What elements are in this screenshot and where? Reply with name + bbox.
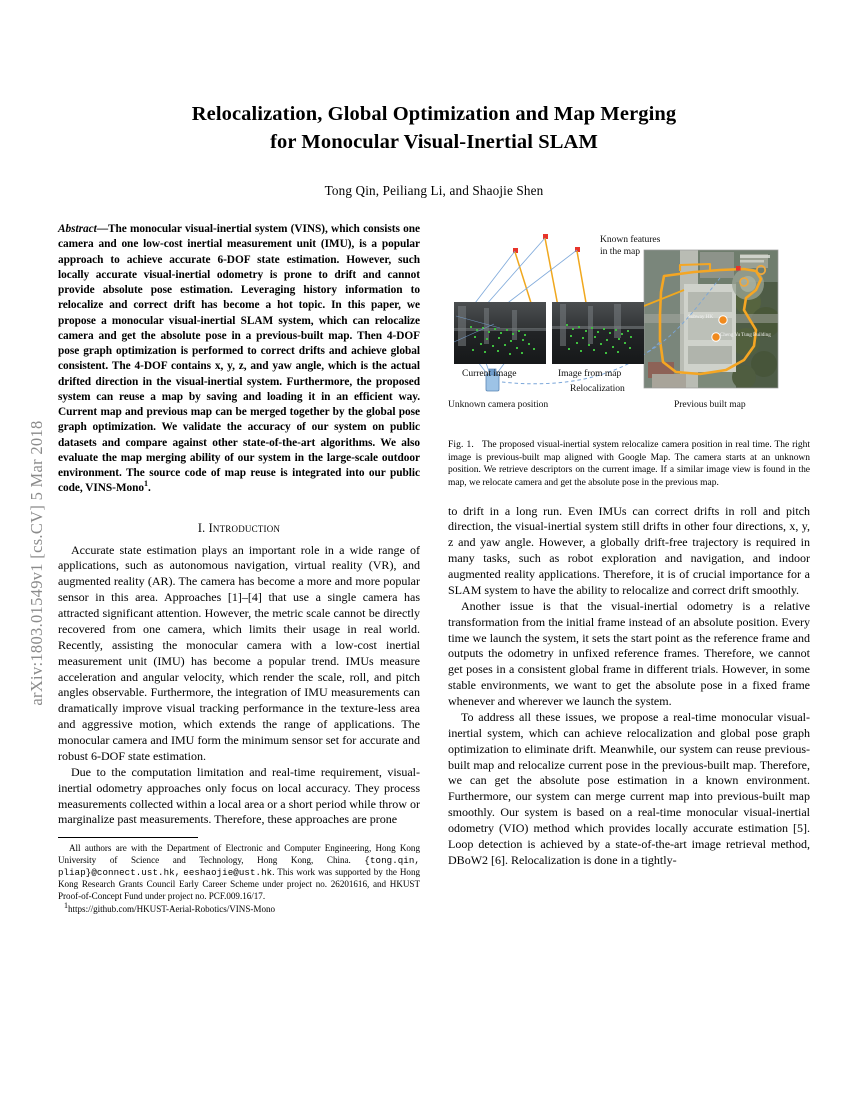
right-column: [448, 222, 810, 916]
footnote-block: [58, 843, 420, 915]
abstract-text: The monocular visual-inertial system (VINS), which consists one camera and one low-cost inertial measurement unit (IMU), is a popular approach to achieve accurate 6-DOF state estimation. However, such locally accurate visual-inertial odometry is prone to drift and cannot provide absolute pose estimation. Leveraging history information to relocalize and correct drift has become a hot topic. In this paper, we propose a monocular visual-inertial SLAM system, which can relocalize camera and get the absolute pose in a previous-built map. Then 4-DOF pose graph optimization is performed to correct drifts and achieve global consistent. The 4-DOF contains x, y, z, and yaw angle, which is the actual drifted direction in the visual-inertial system. Furthermore, the proposed system can reuse a map by saving and loading it in an efficient way. Current map and previous map can be merged together by the global pose graph optimization. We validate the accuracy of our system on public datasets and compare against other state-of-the-art algorithms. We also evaluate the map merging ability of our system in the large-scale outdoor environment. The source code of map reuse is integrated into our public code, VINS-Mono: [58, 223, 420, 495]
paragraph: Due to the computation limitation and real-time requirement, visual-inertial odometry approaches only focus on local accuracy. They process measurements collected within a local area or a short period while throw or marginalize past measurements. Therefore, these approaches are prone: [58, 764, 420, 827]
abstract-footnote-marker: 1: [144, 479, 148, 489]
feature-points-overlay: [552, 302, 644, 364]
footnote-affiliation-part1: All authors are with the Department of Electronic and Computer Engineering, Hong Kong University of Science and Technology, Hong Kong, China.: [58, 843, 420, 866]
intro-text-left: [58, 543, 420, 829]
abstract-dash: —: [96, 223, 108, 235]
intro-text-right: [448, 504, 810, 869]
current-image-photo: [454, 302, 546, 364]
label-current-image: Current image: [462, 368, 517, 379]
page-title: [58, 100, 810, 157]
paper-page: [58, 0, 810, 1100]
label-image-from-map: Image from map: [558, 368, 622, 379]
footnote-email-1: {tong.qin, pliap}@connect.ust.hk,: [58, 855, 420, 879]
author-list: Tong Qin, Peiliang Li, and Shaojie Shen: [324, 182, 544, 198]
section-heading-introduction: [58, 521, 420, 536]
label-unknown-camera-position: Unknown camera position: [448, 399, 549, 410]
paragraph: Accurate state estimation plays an important role in a wide range of applications, such as autonomous navigation, virtual reality (VR), and augmented reality (AR). The camera has become a more and more popular sensor in this area. Approaches [1]–[4] that use a single camera has attracted significant attention. However, the metric scale cannot be directly recovered from one camera, which limits their usage in real world. Recently, assisting the monocular camera with a low-cost inertial measurement unit (IMU) has become a popular trend. IMUs measure acceleration and angular velocity, which render the scale, roll, and pitch angles observable. Furthermore, the integration of IMU measurements can dramatically improve visual tracking performance in the texture-less area and aggressive motion, which extends the range of applications. The monocular camera and IMU form the minimum sensor set for accurate and robust 6-DOF state estimation.: [58, 542, 420, 763]
footnote-marker: 1: [64, 900, 68, 910]
section-number: I.: [197, 520, 206, 535]
arxiv-stamp: arXiv:1803.01549v1 [cs.CV] 5 Mar 2018: [27, 420, 46, 706]
abstract-heading: Abstract: [58, 223, 97, 235]
paragraph: Another issue is that the visual-inertial odometry is a relative transformation from the initial frame instead of an absolute position. Every time we launch the system, it sets the start point as the reference frame and outputs the odometry in unfixed reference frames. Therefore, we cannot get poses in a consistent global frame in different trials. However, in some stable environments, we want to get the absolute pose in a fixed frame whenever and wherever we launch the system.: [448, 598, 810, 708]
label-known-features: Known features in the map: [600, 234, 661, 257]
figure-1: [448, 222, 810, 490]
footnote-url-line: [58, 900, 420, 916]
paragraph: To address all these issues, we propose a real-time monocular visual-inertial system, which can achieve relocalization and global pose graph optimization to eliminate drift. Meanwhile, our system can reuse previous-built map and relocalize current pose in the previous-built map. Therefore, we can get the absolute pose estimation in a known environment. Furthermore, our system can merge current map into previous-built map smoothly. Our system is based on a real-time monocular visual-inertial odometry (VIO) method which provides locally accurate estimation [5]. Loop detection is achieved by a state-of-the-art image retrieval method, DBoW2 [6]. Relocalization is done in a tightly-: [448, 709, 810, 867]
relocalization-marker: [736, 266, 741, 271]
title-block: [58, 0, 810, 199]
map-image-photo: [552, 302, 644, 364]
section-title: Introduction: [208, 520, 281, 535]
map-label-subway: Subway HK: [688, 314, 714, 320]
label-relocalization: Relocalization: [570, 383, 625, 394]
title-line-2: for Monocular Visual-Inertial SLAM: [270, 131, 598, 154]
feature-points-overlay: [454, 302, 546, 364]
map-label-building: Cheng Yu Tung Building: [720, 332, 771, 338]
figure-graphic: [448, 222, 810, 427]
abstract-period: .: [147, 482, 151, 495]
footnote-affiliation-part2: . This work was supported by the Hong Kong Research Grants Council Early Career Scheme under project no. 26201616, and HKUST Proof-of-Concept Fund under project no. PCF.009.16/17.: [58, 867, 420, 901]
label-previous-built-map: Previous built map: [674, 399, 746, 410]
figure-caption-text: The proposed visual-inertial system relocalize camera position in real time. The right image is previous-built map aligned with Google Map. The camera starts at an unknown position. We retrieve descriptors on the current image. If a similar image view is found in the map, we relocate camera and get the absolute pose in the previous map.: [448, 440, 811, 488]
footnote-email-2: eeshaojie@ust.hk: [183, 867, 273, 879]
title-line-1: Relocalization, Global Optimization and Map Merging: [191, 103, 677, 125]
paragraph: to drift in a long run. Even IMUs can correct drifts in roll and pitch direction, the visual-inertial system still drifts in other four directions, x, y, z and yaw angle. However, a globally drift-free trajectory is required in many tasks, such as robot exploration and navigation, and indoor augmented reality applications. Therefore, it is of crucial importance for a SLAM system to have the ability to relocalize and correct drift smoothly.: [448, 503, 810, 597]
left-column: [58, 222, 420, 916]
abstract-block: [58, 222, 420, 497]
figure-caption: [448, 439, 810, 490]
two-column-body: [58, 222, 810, 916]
footnote-url: https://github.com/HKUST-Aerial-Robotics/VINS-Mono: [67, 903, 276, 914]
footnote-divider: [58, 837, 198, 838]
figure-number: Fig. 1.: [448, 440, 474, 450]
footnote-affiliation: [58, 843, 420, 903]
